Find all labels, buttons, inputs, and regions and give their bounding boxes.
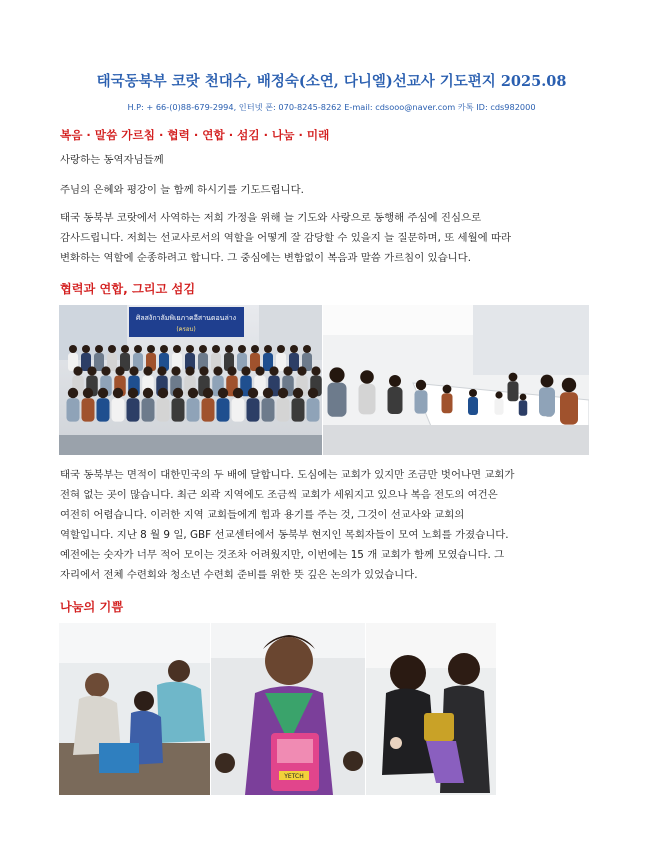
- cooperation-line: 예전에는 숫자가 너무 적어 모이는 것조차 어려웠지만, 이번에는 15 개 교회가 함께 모였습니다. 그: [60, 549, 505, 561]
- section-heading-cooperation: 협력과 연합, 그리고 섬김: [60, 282, 196, 296]
- cooperation-line: 태국 동북부는 면적이 대한민국의 두 배에 달합니다. 도심에는 교회가 있지만 조금만 벗어나면 교회가: [60, 469, 515, 481]
- group-photo: [59, 305, 322, 455]
- intro-paragraph: [60, 208, 608, 268]
- bag-label: YETCH: [284, 773, 304, 780]
- cooperation-line: 여전히 어렵습니다. 이러한 지역 교회들에게 힘과 용기를 주는 것, 그것이 선교사와 교회의: [60, 509, 465, 521]
- intro-line: 변화하는 역할에 순종하려고 합니다. 그 중심에는 변함없이 복음과 말씀 가르침이 있습니다.: [60, 252, 472, 264]
- intro-line: 감사드립니다. 저희는 선교사로서의 역할을 어떻게 잘 감당할 수 있을지 늘 질문하며, 또 세월에 따라: [60, 232, 512, 244]
- greeting: [60, 150, 608, 170]
- meeting-photo: [323, 305, 589, 455]
- core-values: 복음 · 말씀 가르침 · 협력 · 연합 · 섬김 · 나눔 · 미래: [60, 128, 330, 142]
- sharing-photo-1: [59, 623, 210, 795]
- letter-title: 태국동북부 코랏 천대수, 배정숙(소연, 다니엘)선교사 기도편지 2025.08: [96, 73, 567, 90]
- blessing-text: 주님의 은혜와 평강이 늘 함께 하시기를 기도드립니다.: [60, 184, 304, 196]
- section-heading-sharing: 나눔의 기쁨: [60, 600, 124, 614]
- contact-info: H.P: + 66-(0)88-679-2994, 인터넷 폰: 070-8245-8262 E-mail: cdsooo@naver.com 카톡 ID: cds982000: [127, 102, 536, 112]
- cooperation-paragraph: [60, 465, 608, 585]
- sharing-photo-2: [211, 623, 365, 795]
- sharing-photo-3: [366, 623, 496, 795]
- blessing: [60, 180, 608, 200]
- banner-subtext: (ครอบ): [176, 326, 196, 333]
- greeting-text: 사랑하는 동역자님들께: [60, 154, 164, 166]
- cooperation-line: 자리에서 전체 수련회와 청소년 수련회 준비를 위한 뜻 깊은 논의가 있었습니다.: [60, 569, 418, 581]
- banner-text: ศิลสงักาลัมพิเยภาคอีสานตอนล่าง: [135, 314, 237, 322]
- cooperation-line: 전혀 없는 곳이 많습니다. 최근 외곽 지역에도 조금씩 교회가 세워지고 있으나 복음 전도의 여건은: [60, 489, 498, 501]
- cooperation-line: 역할입니다. 지난 8 월 9 일, GBF 선교센터에서 동북부 현지인 목회자들이 모여 노회를 가졌습니다.: [60, 529, 509, 541]
- intro-line: 태국 동북부 코랏에서 사역하는 저희 가정을 위해 늘 기도와 사랑으로 동행해 주심에 진심으로: [60, 212, 482, 224]
